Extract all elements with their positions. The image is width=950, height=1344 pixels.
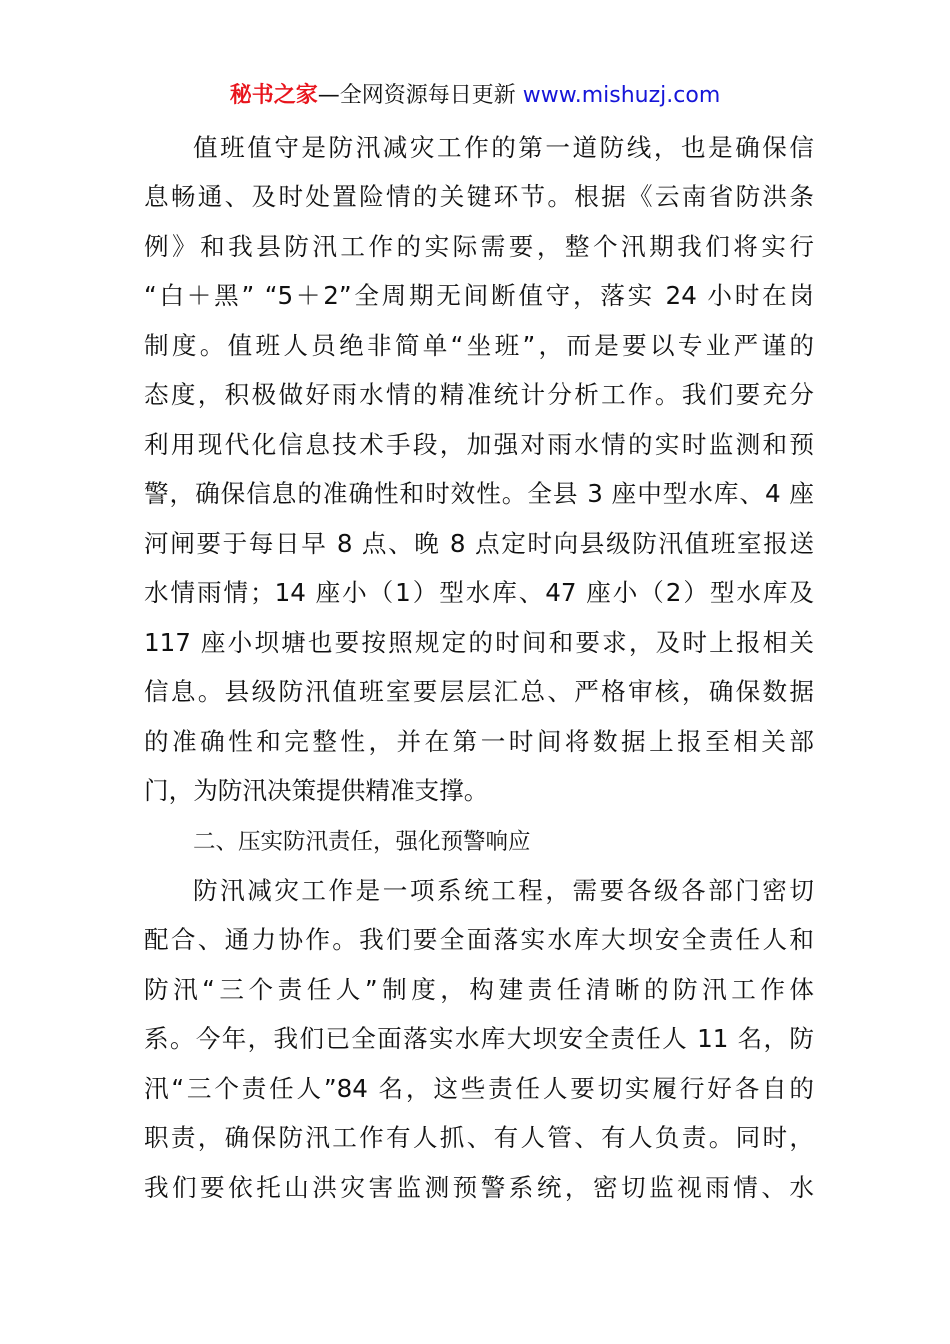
- body-text-line: 水情雨情；14 座小（1）型水库、47 座小（2）型水库及: [144, 578, 814, 607]
- body-text-line: 息畅通、及时处置险情的关键环节。根据《云南省防洪条: [144, 182, 814, 211]
- header-tagline: —全网资源每日更新: [317, 83, 523, 108]
- body-text-line: 117 座小坝塘也要按照规定的时间和要求，及时上报相关: [144, 628, 814, 657]
- body-text-line: 防汛“三个责任人”制度，构建责任清晰的防汛工作体: [144, 975, 814, 1004]
- body-text-line: 我们要依托山洪灾害监测预警系统，密切监视雨情、水: [144, 1173, 814, 1202]
- body-text-line: 例》和我县防汛工作的实际需要，整个汛期我们将实行: [144, 232, 814, 261]
- body-text-line: 汛“三个责任人”84 名，这些责任人要切实履行好各自的: [144, 1074, 814, 1103]
- page-header: [0, 79, 950, 113]
- body-text-line: 利用现代化信息技术手段，加强对雨水情的实时监测和预: [144, 430, 814, 459]
- body-text-line: 值班值守是防汛减灾工作的第一道防线，也是确保信: [193, 133, 814, 162]
- body-text-line: 河闸要于每日早 8 点、晚 8 点定时向县级防汛值班室报送: [144, 529, 814, 558]
- body-text-line: “白＋黑” “5＋2”全周期无间断值守，落实 24 小时在岗: [144, 281, 814, 310]
- body-text-line: 信息。县级防汛值班室要层层汇总、严格审核，确保数据: [144, 677, 814, 706]
- body-text-line: 制度。值班人员绝非简单“坐班”，而是要以专业严谨的: [144, 331, 814, 360]
- body-text-line: 配合、通力协作。我们要全面落实水库大坝安全责任人和: [144, 925, 814, 954]
- header-url[interactable]: www.mishuzj.com: [522, 83, 721, 108]
- section-heading: 二、压实防汛责任，强化预警响应: [193, 829, 531, 855]
- body-text-line: 的准确性和完整性，并在第一时间将数据上报至相关部: [144, 727, 814, 756]
- body-text-line: 系。今年，我们已全面落实水库大坝安全责任人 11 名，防: [144, 1024, 814, 1053]
- body-text-line: 门，为防汛决策提供精准支撑。: [144, 776, 489, 805]
- body-text-line: 防汛减灾工作是一项系统工程，需要各级各部门密切: [193, 876, 814, 905]
- header-brand: 秘书之家: [229, 83, 318, 108]
- body-text-line: 警，确保信息的准确性和时效性。全县 3 座中型水库、4 座: [144, 479, 814, 508]
- body-text-line: 态度，积极做好雨水情的精准统计分析工作。我们要充分: [144, 380, 814, 409]
- body-text-line: 职责，确保防汛工作有人抓、有人管、有人负责。同时，: [144, 1123, 814, 1152]
